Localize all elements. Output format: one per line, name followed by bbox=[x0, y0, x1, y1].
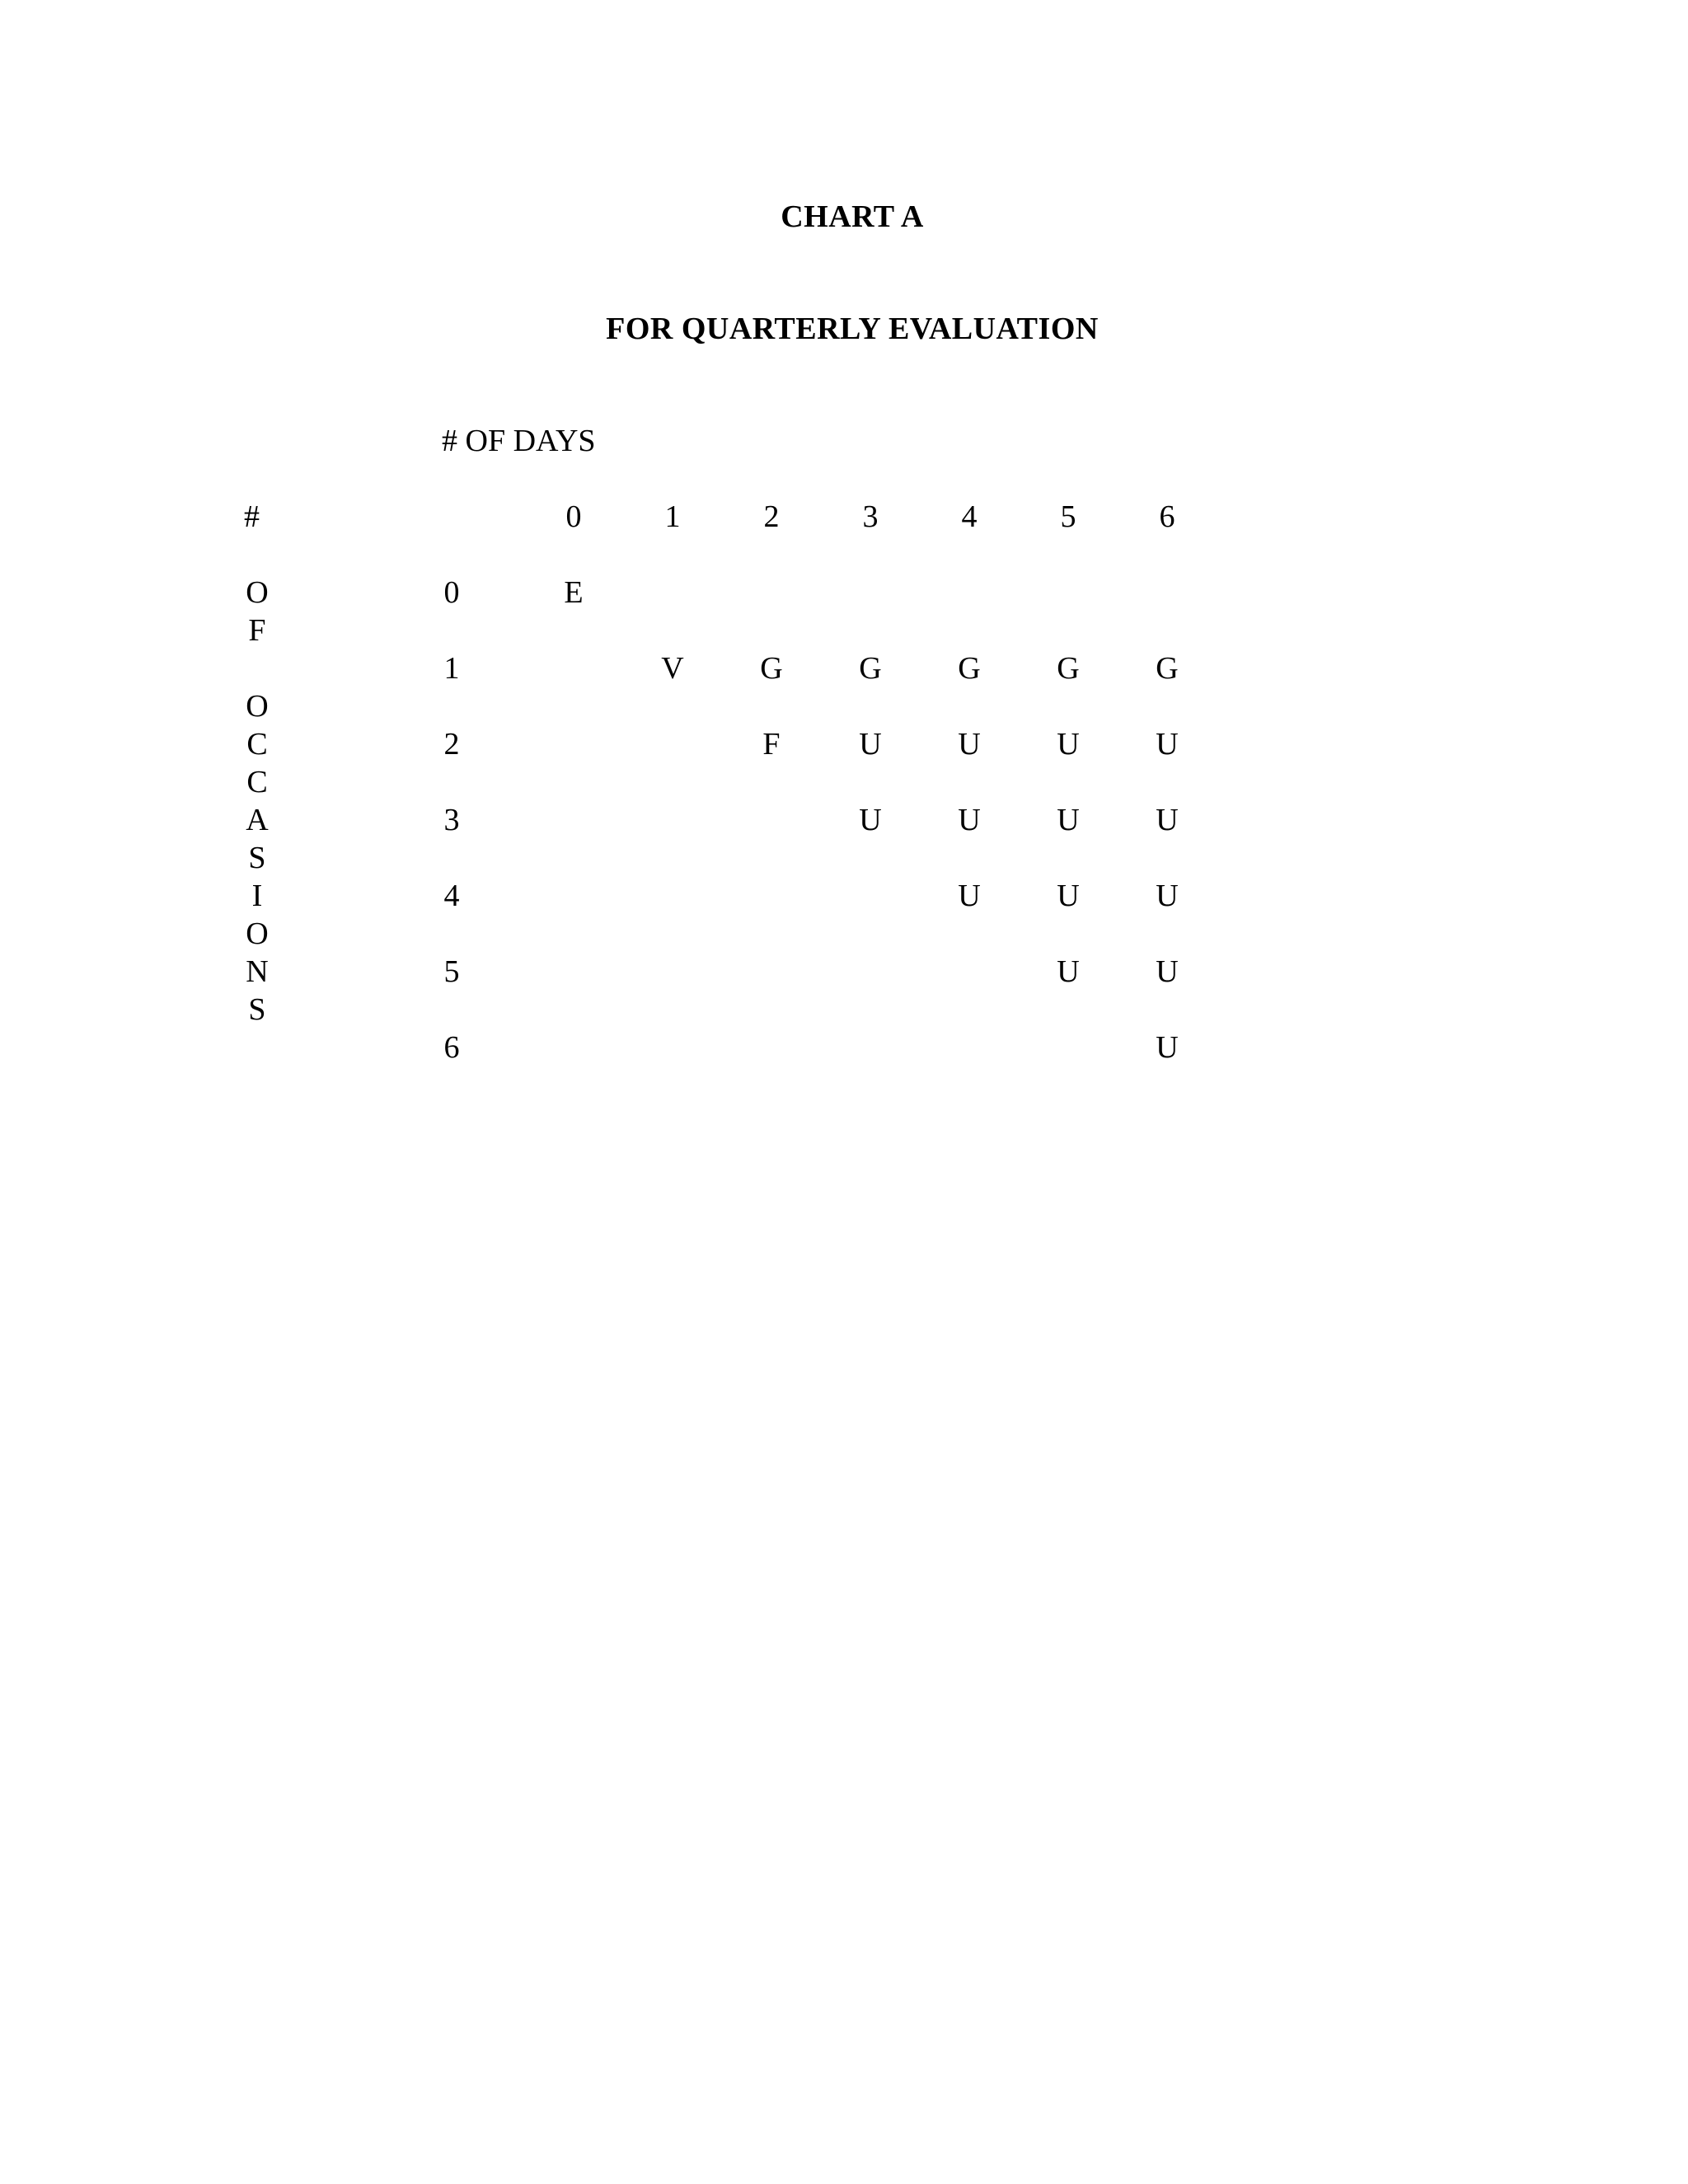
grid-cell: G bbox=[1057, 651, 1080, 686]
chart-title: CHART A bbox=[781, 199, 924, 234]
grid-cell: U bbox=[958, 727, 981, 762]
grid-cell: U bbox=[1156, 954, 1179, 989]
row-header: 6 bbox=[443, 1030, 460, 1065]
grid-cell: U bbox=[1057, 803, 1080, 837]
grid-cell: U bbox=[1057, 954, 1080, 989]
grid-cell: V bbox=[661, 651, 684, 686]
row-axis-label-letter: S bbox=[248, 841, 266, 875]
row-axis-label-letter: A bbox=[246, 803, 269, 837]
grid-cell: U bbox=[1156, 879, 1179, 913]
grid-cell: U bbox=[1156, 803, 1179, 837]
grid-cell: G bbox=[859, 651, 882, 686]
grid-cell: G bbox=[760, 651, 783, 686]
row-axis-label-letter: O bbox=[246, 575, 269, 610]
row-header: 3 bbox=[443, 803, 460, 837]
row-axis-label-letter: S bbox=[248, 992, 266, 1027]
grid-cell: G bbox=[1156, 651, 1179, 686]
row-header: 4 bbox=[443, 879, 460, 913]
row-header: 0 bbox=[443, 575, 460, 610]
row-header: 5 bbox=[443, 954, 460, 989]
row-header: 1 bbox=[443, 651, 460, 686]
row-axis-label-letter: I bbox=[251, 879, 263, 913]
grid-cell: U bbox=[958, 879, 981, 913]
grid-cell: E bbox=[564, 575, 584, 610]
grid-cell: U bbox=[859, 727, 882, 762]
grid-cell: U bbox=[1156, 1030, 1179, 1065]
column-axis-label: # OF DAYS bbox=[442, 424, 596, 458]
grid-cell: U bbox=[1057, 727, 1080, 762]
grid-cell: F bbox=[762, 727, 781, 762]
grid-cell: U bbox=[1156, 727, 1179, 762]
row-header: 2 bbox=[443, 727, 460, 762]
row-axis-label-letter: F bbox=[248, 613, 266, 648]
grid-cell: G bbox=[958, 651, 981, 686]
chart-subtitle: FOR QUARTERLY EVALUATION bbox=[606, 312, 1099, 346]
column-header: 4 bbox=[961, 499, 978, 534]
grid-cell: U bbox=[859, 803, 882, 837]
column-header: 0 bbox=[565, 499, 582, 534]
column-header: 2 bbox=[763, 499, 780, 534]
row-axis-label-letter: O bbox=[246, 916, 269, 951]
row-axis-label-letter: C bbox=[246, 727, 268, 762]
row-axis-label-symbol: # bbox=[244, 499, 260, 534]
grid-cell: U bbox=[958, 803, 981, 837]
row-axis-label-letter: N bbox=[246, 954, 269, 989]
column-header: 3 bbox=[862, 499, 879, 534]
grid-cell: U bbox=[1057, 879, 1080, 913]
column-header: 1 bbox=[664, 499, 681, 534]
column-header: 6 bbox=[1159, 499, 1175, 534]
row-axis-label-letter: C bbox=[246, 765, 268, 799]
column-header: 5 bbox=[1060, 499, 1076, 534]
row-axis-label-letter: O bbox=[246, 689, 269, 724]
